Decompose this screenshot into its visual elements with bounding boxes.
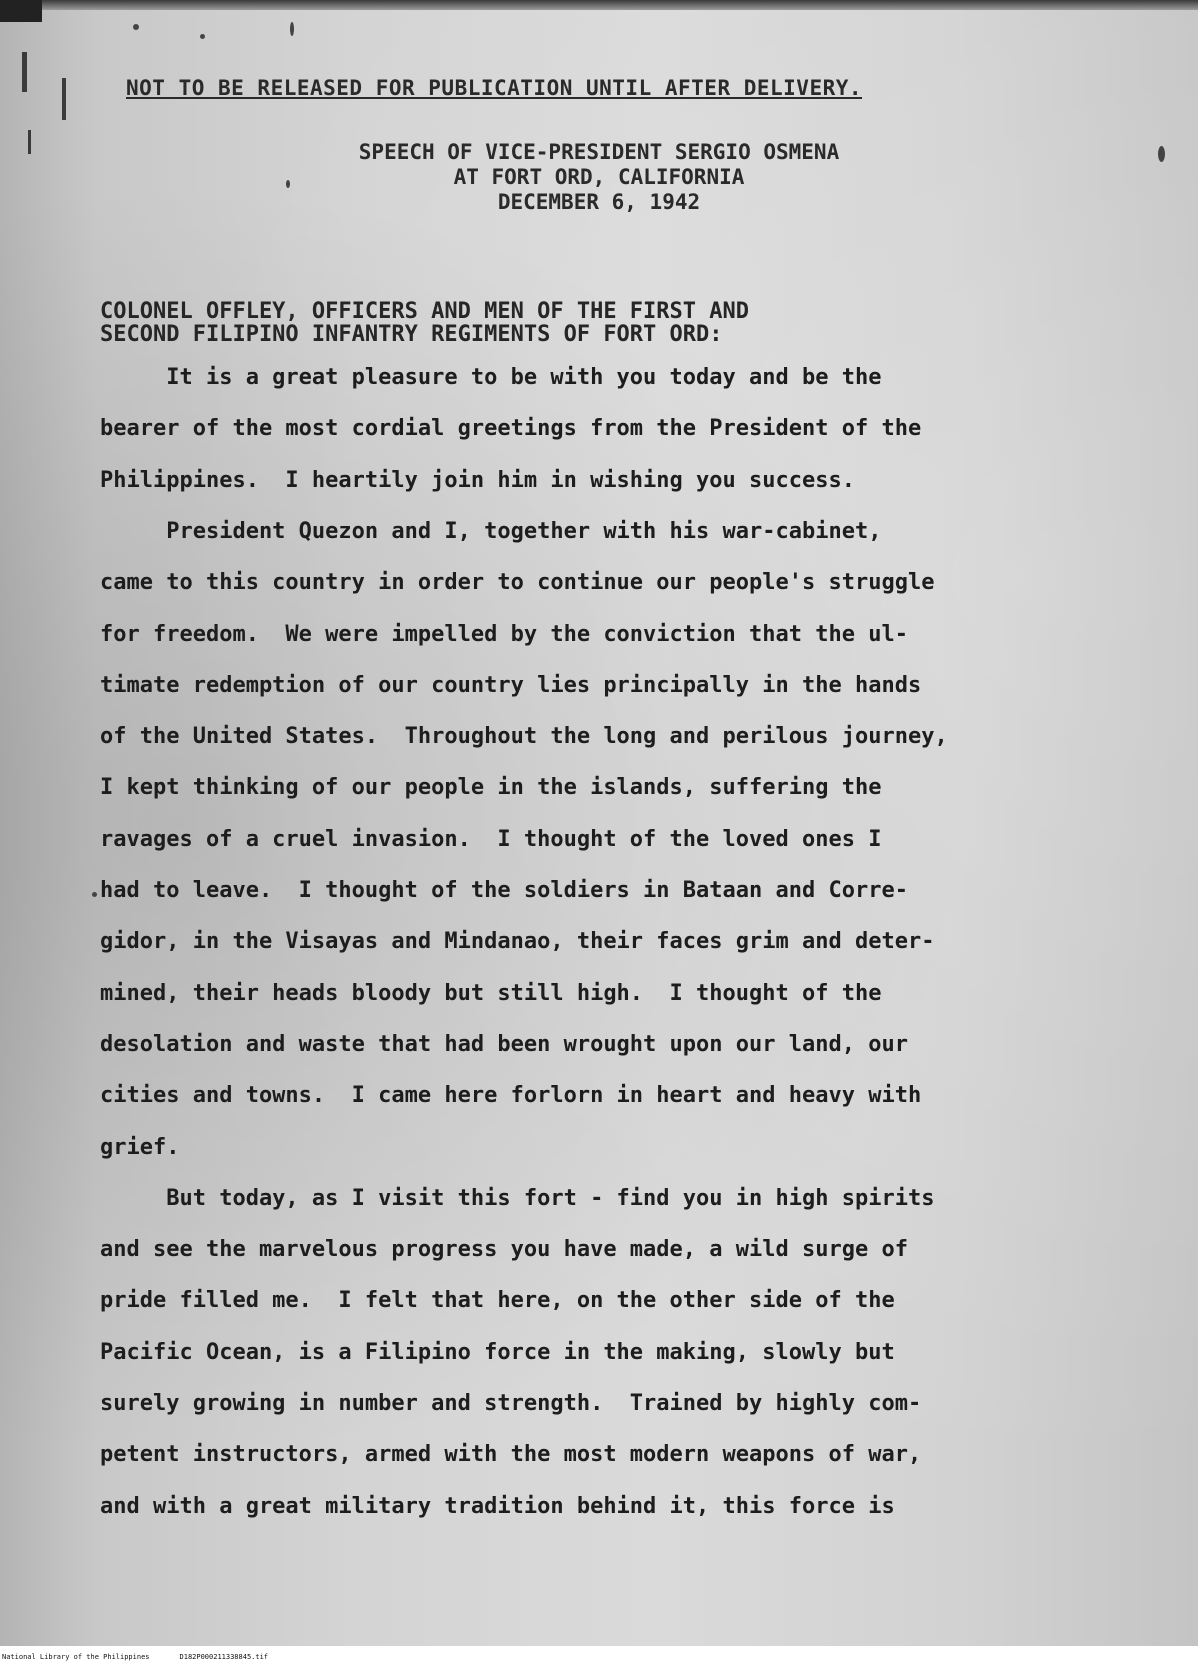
body-line: surely growing in number and strength. Trained by highly com-	[100, 1391, 922, 1416]
body-line: of the United States. Throughout the long and perilous journey,	[100, 724, 948, 749]
body-line: and with a great military tradition behind it, this force is	[100, 1494, 895, 1519]
body-line: gidor, in the Visayas and Mindanao, their faces grim and deter-	[100, 929, 935, 954]
body-line: had to leave. I thought of the soldiers in Bataan and Corre-	[100, 878, 908, 903]
salutation-line: SECOND FILIPINO INFANTRY REGIMENTS OF FORT ORD:	[100, 322, 723, 347]
body-line: President Quezon and I, together with his war-cabinet,	[100, 519, 882, 544]
body-line: came to this country in order to continue our people's struggle	[100, 570, 935, 595]
scan-speck	[92, 892, 97, 897]
release-notice: NOT TO BE RELEASED FOR PUBLICATION UNTIL AFTER DELIVERY.	[126, 76, 863, 100]
body-line: cities and towns. I came here forlorn in heart and heavy with	[100, 1083, 922, 1108]
scan-artifact-mark	[22, 52, 27, 92]
body-line: desolation and waste that had been wrought upon our land, our	[100, 1032, 908, 1057]
body-line: Pacific Ocean, is a Filipino force in the making, slowly but	[100, 1340, 895, 1365]
body-line: for freedom. We were impelled by the conviction that the ul-	[100, 622, 908, 647]
scan-corner-mark	[0, 0, 42, 22]
footer	[0, 1646, 1198, 1661]
speech-date: DECEMBER 6, 1942	[497, 190, 701, 214]
speech-title: SPEECH OF VICE-PRESIDENT SERGIO OSMENA	[358, 140, 840, 164]
salutation-line: COLONEL OFFLEY, OFFICERS AND MEN OF THE FIRST AND	[100, 299, 750, 324]
body-line: mined, their heads bloody but still high. I thought of the	[100, 981, 882, 1006]
body-line: bearer of the most cordial greetings from the President of the	[100, 416, 922, 441]
body-line: Philippines. I heartily join him in wishing you success.	[100, 468, 855, 493]
body-line: grief.	[100, 1135, 180, 1160]
scan-speck	[200, 34, 205, 39]
scan-artifact-mark	[62, 78, 66, 120]
speech-title-block	[0, 140, 1198, 215]
body-line: and see the marvelous progress you have made, a wild surge of	[100, 1237, 908, 1262]
body-line: It is a great pleasure to be with you today and be the	[100, 365, 882, 390]
salutation	[100, 300, 749, 346]
footer-filename: D182P000211338845.tif	[179, 1653, 269, 1661]
body-line: pride filled me. I felt that here, on the other side of the	[100, 1288, 895, 1313]
scan-top-edge	[0, 0, 1198, 10]
scan-speck	[133, 24, 139, 30]
body-line: timate redemption of our country lies principally in the hands	[100, 673, 922, 698]
body-line: ravages of a cruel invasion. I thought of the loved ones I	[100, 827, 882, 852]
footer-source: National Library of the Philippines	[2, 1653, 150, 1661]
body-line: petent instructors, armed with the most modern weapons of war,	[100, 1442, 922, 1467]
scan-speck	[290, 22, 294, 36]
speech-location: AT FORT ORD, CALIFORNIA	[453, 165, 745, 189]
body-line: I kept thinking of our people in the islands, suffering the	[100, 775, 882, 800]
body-line: But today, as I visit this fort - find you in high spirits	[100, 1186, 935, 1211]
